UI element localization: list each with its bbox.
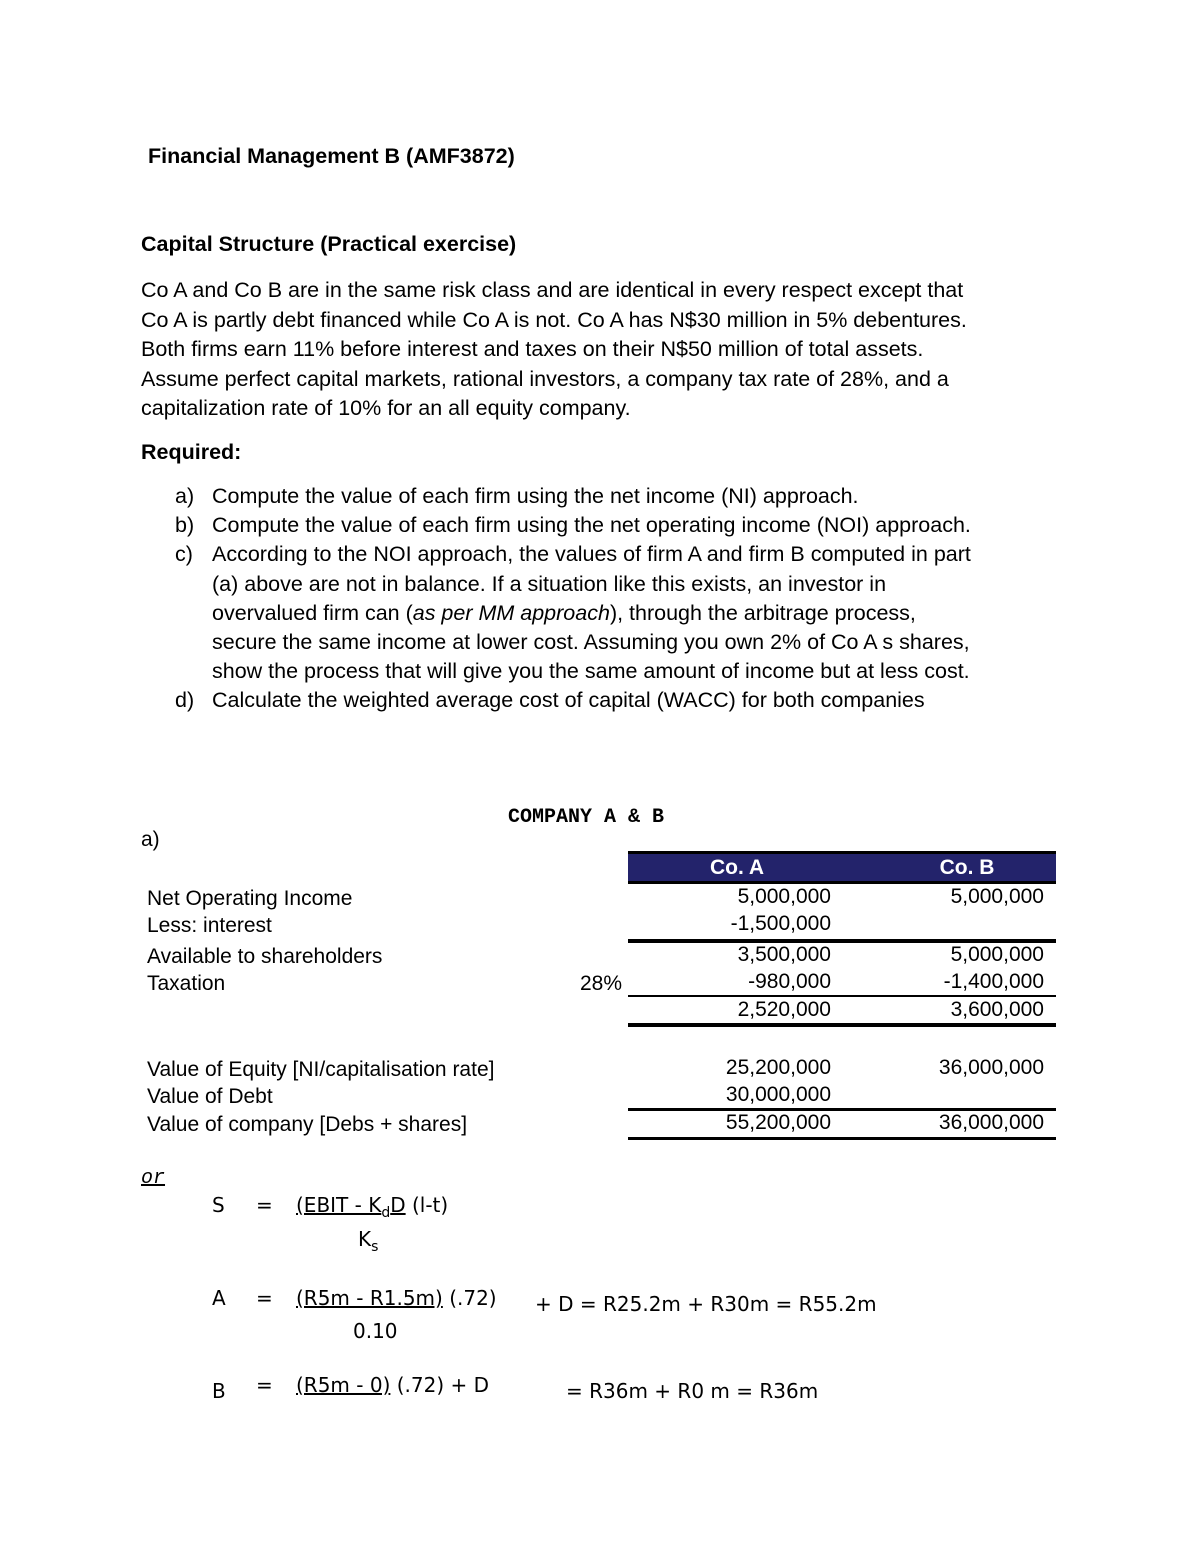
question-letter: a)	[175, 484, 195, 508]
question-text: Compute the value of each firm using the net operating income (NOI) approach.	[212, 513, 971, 538]
formula-part: D	[390, 1193, 406, 1217]
intro-line: Co A and Co B are in the same risk class and are identical in every respect except that	[141, 278, 964, 302]
formula-b-result: = R36m + R0 m = R36m	[566, 1379, 819, 1403]
tax-rate: 28%	[580, 972, 623, 995]
question-item	[175, 511, 1075, 540]
value-co-a: 5,000,000	[737, 885, 831, 908]
course-title: Financial Management B (AMF3872)	[148, 144, 515, 168]
table-rule	[628, 939, 1056, 943]
question-text: show the process that will give you the same amount of income but at less cost.	[212, 659, 970, 684]
formula-part: (l-t)	[411, 1193, 449, 1217]
question-text-italic: as per MM approach	[412, 600, 610, 625]
intro-line: capitalization rate of 10% for an all equity company.	[141, 396, 631, 420]
formula-subscript: d	[381, 1205, 391, 1221]
formula-a-numerator	[296, 1286, 497, 1310]
value-co-a: 25,200,000	[725, 1056, 831, 1079]
question-text-part: ), through the arbitrage process,	[609, 600, 916, 625]
value-co-b: 36,000,000	[938, 1056, 1044, 1079]
question-letter: b)	[175, 513, 195, 538]
table-title: COMPANY A & B	[508, 806, 665, 829]
column-header-co-a: Co. A	[709, 856, 765, 879]
value-co-a: 3,500,000	[737, 943, 831, 966]
intro-line: Both firms earn 11% before interest and taxes on their N$50 million of total assets.	[141, 337, 924, 361]
formula-part: (.72) + D	[396, 1373, 490, 1397]
row-label: Net Operating Income	[147, 887, 353, 910]
row-label: Less: interest	[147, 914, 272, 937]
value-co-a: -1,500,000	[730, 912, 831, 935]
row-label: Available to shareholders	[147, 945, 383, 968]
intro-line: Assume perfect capital markets, rational investors, a company tax rate of 28%, and a	[141, 366, 949, 391]
formula-a-denominator: 0.10	[353, 1319, 398, 1343]
intro-paragraph	[141, 276, 1071, 424]
row-label: Taxation	[147, 972, 226, 995]
table-rule	[628, 995, 1056, 997]
column-header-co-b: Co. B	[939, 856, 995, 879]
formula-part: (R5m - 0)	[296, 1373, 391, 1397]
formula-a-result: + D = R25.2m + R30m = R55.2m	[535, 1292, 877, 1316]
formula-s-denominator	[358, 1227, 378, 1255]
value-co-a: -980,000	[748, 970, 831, 993]
row-label: Value of Debt	[147, 1085, 273, 1108]
required-label: Required:	[141, 440, 242, 464]
value-co-b: 5,000,000	[950, 943, 1044, 966]
formula-b-numerator	[296, 1373, 489, 1397]
question-item	[175, 482, 1075, 511]
question-item	[175, 686, 1075, 715]
question-text: According to the NOI approach, the values of firm A and firm B computed in part	[212, 542, 971, 567]
question-letter: d)	[175, 688, 195, 713]
formula-s-numerator	[296, 1193, 448, 1221]
question-text-part: overvalued firm can (	[212, 600, 413, 625]
intro-line: Co A is partly debt financed while Co A is not. Co A has N$30 million in 5% debentures.	[141, 307, 967, 332]
question-letter: c)	[175, 542, 193, 567]
question-item	[175, 540, 1075, 686]
value-co-b: 3,600,000	[950, 998, 1044, 1021]
formula-a-lhs: A	[212, 1286, 226, 1310]
question-text: Compute the value of each firm using the net income (NI) approach.	[212, 484, 859, 508]
section-title: Capital Structure (Practical exercise)	[141, 232, 517, 256]
table-rule	[628, 1108, 1056, 1111]
formula-subscript: s	[371, 1239, 379, 1255]
formula-s-lhs: S	[212, 1193, 225, 1217]
row-label: Value of company [Debs + shares]	[147, 1113, 468, 1136]
formula-part: (R5m - R1.5m)	[296, 1286, 443, 1310]
formula-part: K	[358, 1227, 372, 1251]
table-header	[628, 851, 1056, 884]
question-text	[212, 599, 1075, 628]
formula-part: (.72)	[449, 1286, 497, 1310]
table-rule	[628, 1023, 1056, 1027]
value-co-a: 30,000,000	[725, 1083, 831, 1106]
value-co-a: 2,520,000	[737, 998, 831, 1021]
value-co-b: 5,000,000	[950, 885, 1044, 908]
question-text: Calculate the weighted average cost of capital (WACC) for both companies	[212, 688, 925, 713]
formula-equals: =	[256, 1373, 273, 1397]
formula-b-lhs: B	[212, 1379, 226, 1403]
value-co-b: 36,000,000	[938, 1111, 1044, 1134]
or-label: or	[141, 1167, 166, 1190]
formula-equals: =	[256, 1193, 273, 1217]
value-co-b: -1,400,000	[943, 970, 1044, 993]
question-text: secure the same income at lower cost. Assuming you own 2% of Co A s shares,	[212, 630, 970, 655]
row-label: Value of Equity [NI/capitalisation rate]	[147, 1058, 495, 1081]
question-text: (a) above are not in balance. If a situation like this exists, an investor in	[212, 571, 887, 596]
questions-list	[175, 482, 1075, 716]
value-co-a: 55,200,000	[725, 1111, 831, 1134]
part-label: a)	[141, 828, 160, 851]
table-rule	[628, 1137, 1056, 1140]
formula-equals: =	[256, 1286, 273, 1310]
formula-part: (EBIT - K	[296, 1193, 382, 1217]
